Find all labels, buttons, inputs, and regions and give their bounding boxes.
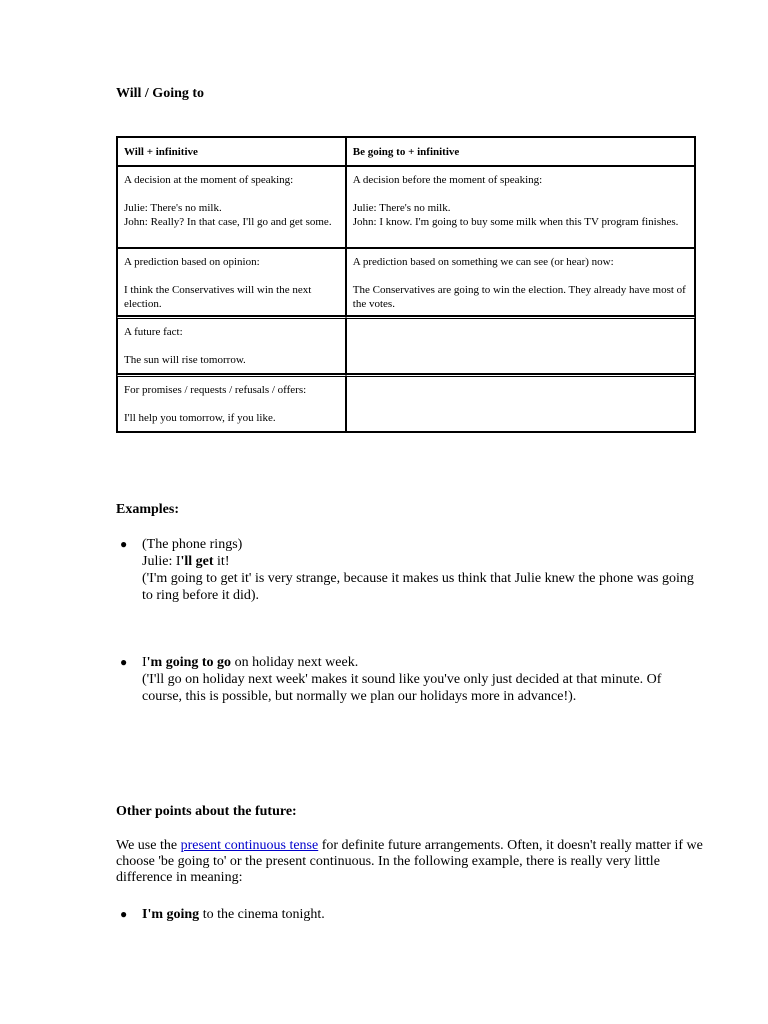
cell-label: A future fact:	[124, 326, 183, 338]
bullet-icon: ●	[120, 655, 128, 669]
page-title: Will / Going to	[116, 86, 205, 101]
cell-text: John: I know. I'm going to buy some milk when this TV program finishes.	[352, 216, 679, 228]
cell-label: A prediction based on something we can see (or hear) now:	[352, 256, 614, 268]
table-row	[117, 248, 695, 316]
table-row	[117, 316, 695, 374]
table-cell	[117, 166, 346, 248]
list-item	[120, 654, 702, 705]
example-note: ('I'll go on holiday next week' makes it sound like you've only just decided at that minute. Of course, this is possible, but normally we plan our holidays more in advance!).	[142, 672, 662, 704]
paragraph: We use the present continuous tense for definite future arrangements. Often, it doesn't really matter if we choose 'be going to' or the present continuous. In the following example, there is really very little difference in meaning:	[116, 838, 703, 885]
example-line: (The phone rings)	[142, 537, 243, 552]
cell-label: A decision at the moment of speaking:	[124, 174, 294, 186]
table-cell-empty	[346, 316, 695, 374]
cell-text: John: Really? In that case, I'll go and get some.	[124, 216, 332, 228]
bullet-icon: ●	[120, 907, 128, 921]
cell-label: A prediction based on opinion:	[124, 256, 260, 268]
bullet-icon: ●	[120, 537, 128, 551]
example-line: I'm going to go on holiday next week.	[142, 655, 359, 670]
table-cell	[117, 316, 346, 374]
cell-text: Julie: There's no milk.	[124, 202, 222, 214]
header-going-to: Be going to + infinitive	[346, 137, 695, 166]
present-continuous-link[interactable]: present continuous tense	[180, 838, 319, 853]
other-points-heading: Other points about the future:	[116, 804, 297, 819]
list-item	[120, 906, 702, 923]
table-cell	[346, 166, 695, 248]
list-item	[120, 536, 702, 604]
cell-text: I'll help you tomorrow, if you like.	[124, 412, 276, 424]
cell-text: The Conservatives are going to win the election. They already have most of the votes.	[352, 284, 686, 310]
cell-label: A decision before the moment of speaking:	[352, 174, 543, 186]
examples-heading: Examples:	[116, 502, 179, 517]
table-cell	[117, 248, 346, 316]
example-note: ('I'm going to get it' is very strange, because it makes us think that Julie knew the phone was going to ring before it did).	[142, 571, 694, 603]
example-line: I'm going to the cinema tonight.	[142, 907, 325, 922]
cell-text: Julie: There's no milk.	[352, 202, 451, 214]
table-row	[117, 166, 695, 248]
cell-text: I think the Conservatives will win the next election.	[124, 284, 312, 310]
cell-label: For promises / requests / refusals / offers:	[124, 384, 307, 396]
comparison-table	[116, 136, 696, 433]
header-will: Will + infinitive	[117, 137, 346, 166]
table-cell	[117, 374, 346, 432]
example-line: Julie: I'll get it!	[142, 554, 230, 569]
cell-text: The sun will rise tomorrow.	[124, 354, 246, 366]
table-cell	[346, 248, 695, 316]
table-header-row	[117, 137, 695, 166]
table-row	[117, 374, 695, 432]
table-cell-empty	[346, 374, 695, 432]
